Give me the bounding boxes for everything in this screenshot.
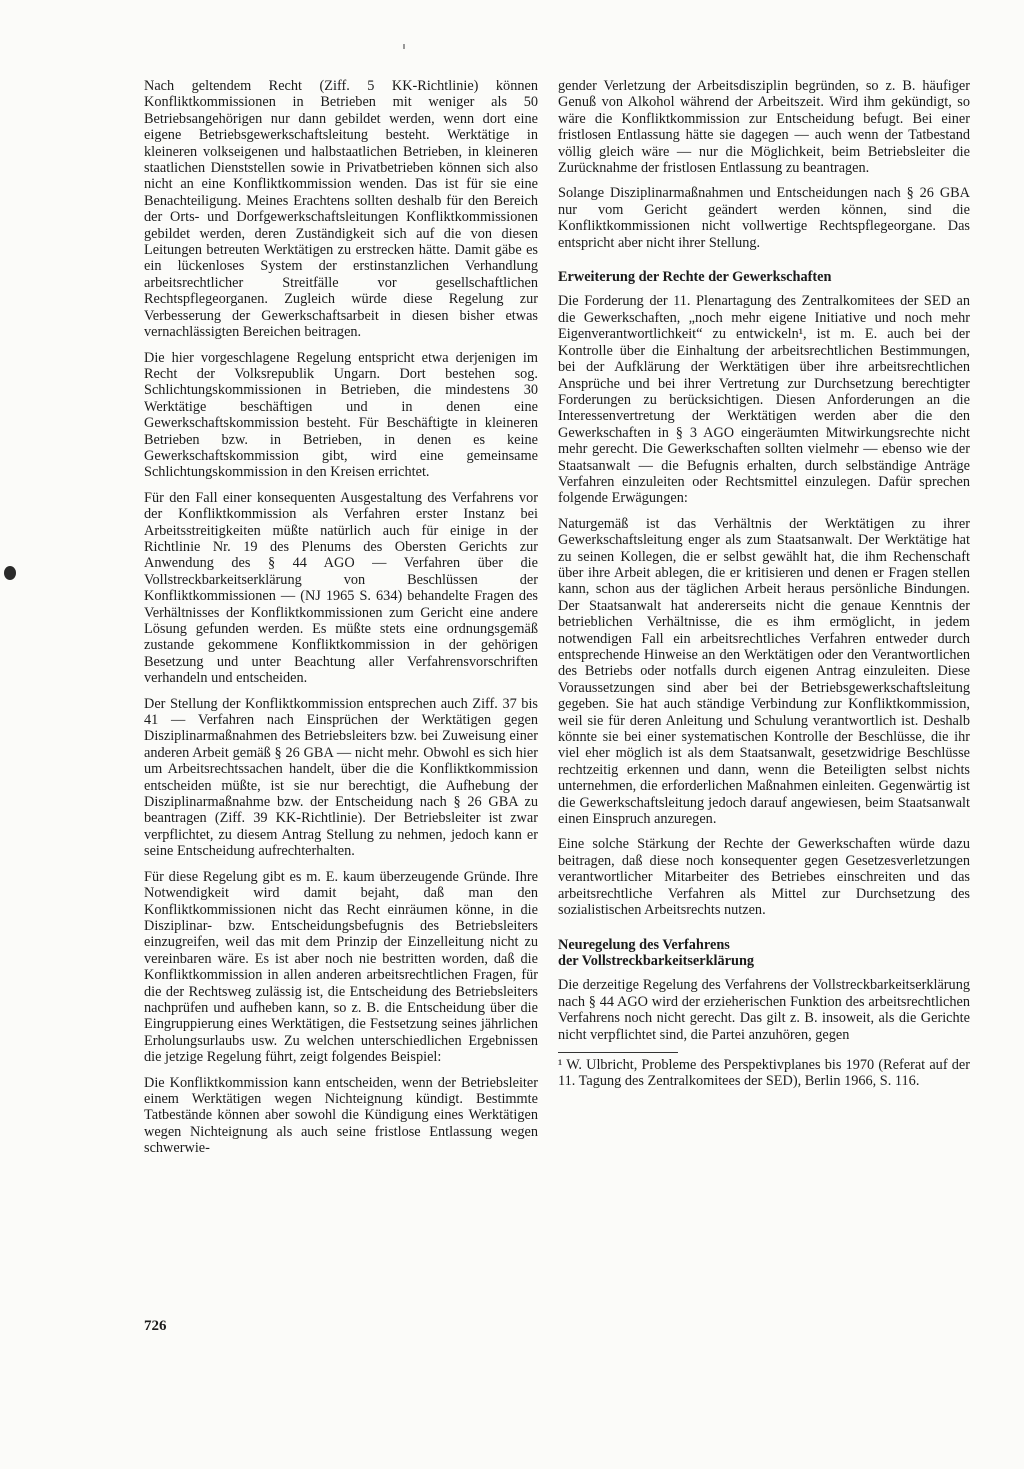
paragraph: Für den Fall einer konsequenten Ausgestaltung des Verfahrens vor der Konfliktkommission als Verfahren erster Instanz bei Arbeitsstreitigkeiten müßte natürlich auch für einige in der Richtlinie Nr. 19 des Plenums des Obersten Gerichts zur Anwendung des § 44 AGO — Verfahren über die Vollstreckbarkeitserklärung von Beschlüssen der Konfliktkommissionen — (NJ 1965 S. 634) behandelte Fragen des Verhältnisses der Konfliktkommissionen zum Gericht eine andere Lösung gefunden werden. Es müßte stets eine ordnungsgemäß zustande gekommene Konfliktkommission in der gehörigen Besetzung und unter Beachtung aller Verfahrensvorschriften verhandeln und entscheiden.: [144, 489, 538, 687]
paragraph: Die Konfliktkommission kann entscheiden, wenn der Betriebsleiter einem Werktätigen wegen Nichteignung kündigt. Bestimmte Tatbestände können aber sowohl die Kündigung eines Werktätigen wegen Nichteignung als auch seine fristlose Entlassung wegen schwerwie-: [144, 1074, 538, 1157]
paragraph: Die Forderung der 11. Plenartagung des Zentralkomitees der SED an die Gewerkschaften, „noch mehr eigene Initiative und noch mehr Eigenverantwortlichkeit“ zu entwickeln¹, ist m. E. auch bei der Kontrolle über die Einhaltung der arbeitsrechtlichen Bestimmungen, bei der Aufklärung der Werktätigen über ihre arbeitsrechtlichen Ansprüche und bei ihrer Vertretung zur Durchsetzung berechtigter Forderungen zu berücksichtigen. Diesen Anforderungen an die Interessenvertretung der Werktätigen werden aber die den Gewerkschaften in § 3 AGO eingeräumten Mitwirkungsrechte nicht mehr gerecht. Die Gewerkschaften sollten vielmehr — ebenso wie der Staatsanwalt — die Befugnis erhalten, durch selbständige Anträge Verfahren einzuleiten oder Rechtsmittel einzulegen. Dafür sprechen folgende Erwägungen:: [558, 293, 970, 507]
section-heading: [558, 937, 970, 970]
section-heading-line: der Vollstreckbarkeitserklärung: [558, 952, 755, 969]
paragraph: Eine solche Stärkung der Rechte der Gewerkschaften würde dazu beitragen, daß diese noch konsequenter gegen Gesetzesverletzungen verantwortlicher Mitarbeiter des Betriebes einschreiten und das arbeitsrechtliche Verfahren als Mittel zur Durchsetzung des sozialistischen Arbeitsrechts nutzen.: [558, 836, 970, 919]
right-column: [558, 78, 970, 1099]
paragraph: Die hier vorgeschlagene Regelung entspricht etwa derjenigen im Recht der Volksrepublik Ungarn. Dort bestehen sog. Schlichtungskommissionen in Betrieben, die mindestens 30 Werktätige beschäftigen und in denen eine Gewerkschaftskommission besteht. Für Beschäftigte in kleineren Betrieben bzw. in Betrieben, in denen es keine Gewerkschaftskommission gibt, wird eine gemeinsame Schlichtungskommission in den Kreisen errichtet.: [144, 349, 538, 481]
footnote-divider: [558, 1052, 678, 1053]
section-heading: Erweiterung der Rechte der Gewerkschaften: [558, 269, 832, 286]
left-column: [144, 78, 538, 1166]
section-heading-line: Neuregelung des Verfahrens: [558, 936, 730, 953]
paragraph: Der Stellung der Konfliktkommission entsprechen auch Ziff. 37 bis 41 — Verfahren nach Einsprüchen der Werktätigen gegen Disziplinarmaßnahmen des Betriebsleiters bzw. bei Zuweisung einer anderen Arbeit gemäß § 26 GBA — nicht mehr. Obwohl es sich hier um Arbeitsrechtssachen handelt, über die die Konfliktkommission entscheiden müßte, ist sie nur berechtigt, die Aufhebung der Disziplinarmaßnahme bzw. der Entscheidung nach § 26 GBA zu beantragen (Ziff. 39 KK-Richtlinie). Der Betriebsleiter ist zwar verpflichtet, zu diesem Antrag Stellung zu nehmen, jedoch kann er seine Entscheidung aufrechterhalten.: [144, 695, 538, 860]
page-number: 726: [144, 1318, 167, 1334]
paragraph: Naturgemäß ist das Verhältnis der Werktätigen zu ihrer Gewerkschaftsleitung enger als zum Staatsanwalt. Der Werktätige hat zu seinen Kollegen, die er selbst gewählt hat, die ihm Rechenschaft über ihre Arbeit ablegen, die er kritisieren und denen er Fragen stellen kann, schon aus der täglichen Arbeit heraus persönliche Bindungen. Der Staatsanwalt hat andererseits nicht die genaue Kenntnis der betrieblichen Verhältnisse, die es ihm ermöglicht, in jedem notwendigen Fall ein arbeitsrechtliches Verfahren entweder durch entsprechende Hinweise an den Werktätigen oder den Verantwortlichen des Betriebs oder notfalls durch eigenen Antrag einzuleiten. Diese Voraussetzungen sind aber bei der Betriebsgewerkschaftsleitung gegeben. Sie hat auch ständige Verbindung zur Konfliktkommission, weil sie für deren Anleitung und Schulung verantwortlich ist. Deshalb könnte sie bei einer systematischen Kontrolle der Beschlüsse, die ihr viel eher möglich ist als dem Staatsanwalt, gesetzwidrige Beschlüsse rechtzeitig erkennen und dann, wenn die Beteiligten selbst nichts unternehmen, die erforderlichen Maßnahmen einleiten. Gegenwärtig ist die Gewerkschaftsleitung jedoch darauf angewiesen, beim Staatsanwalt einen Einspruch anzuregen.: [558, 515, 970, 828]
paragraph: Die derzeitige Regelung des Verfahrens der Vollstreckbarkeitserklärung nach § 44 AGO wird der erzieherischen Funktion des arbeitsrechtlichen Verfahrens noch nicht gerecht. Das gilt z. B. insoweit, als die Gerichte nicht verpflichtet sind, die Partei anzuhören, gegen: [558, 977, 970, 1043]
punch-hole-mark: [4, 566, 16, 580]
paragraph: Nach geltendem Recht (Ziff. 5 KK-Richtlinie) können Konfliktkommissionen in Betrieben mit weniger als 50 Betriebsangehörigen nur dann gebildet werden, wenn dort eine eigene Betriebsgewerkschaftsleitung besteht. Werktätige in kleineren volkseigenen und halbstaatlichen Betrieben, in kleineren staatlichen Dienststellen sowie in Privatbetrieben können sich also nicht an eine Konfliktkommission wenden. Das ist für sie eine Benachteiligung. Meines Erachtens sollten deshalb für den Bereich der Orts- und Dorfgewerkschaftsleitungen Konfliktkommissionen gebildet werden, deren Zuständigkeit sich auf die von diesen Leitungen betreuten Werktätigen zu erstrecken hätte. Damit gäbe es ein lückenloses System der erstinstanzlichen Verhandlung arbeitsrechtlicher Streitfälle vor gesellschaftlichen Rechtspflegeorganen. Zugleich würde diese Regelung zur Verbesserung der Gewerkschaftsarbeit in diesen bisher etwas vernachlässigten Bereichen beitragen.: [144, 78, 538, 341]
scan-speck: [403, 44, 405, 49]
paragraph: gender Verletzung der Arbeitsdisziplin begründen, so z. B. häufiger Genuß von Alkohol während der Arbeitszeit. Wird ihm gekündigt, so wäre die Konfliktkommission zur Entscheidung befugt. Bei einer fristlosen Entlassung hätte sie dagegen — auch wenn der Tatbestand völlig gleich wäre — nur die Möglichkeit, beim Betriebsleiter die Zurücknahme der fristlosen Entlassung zu beantragen.: [558, 78, 970, 177]
footnote: ¹ W. Ulbricht, Probleme des Perspektivplanes bis 1970 (Referat auf der 11. Tagung des Zentralkomitees der SED), Berlin 1966, S. 116.: [558, 1056, 970, 1090]
paragraph: Für diese Regelung gibt es m. E. kaum überzeugende Gründe. Ihre Notwendigkeit wird damit bejaht, daß man den Konfliktkommissionen nicht das Recht einräumen könne, in die Disziplinar- bzw. Entscheidungsbefugnis des Betriebsleiters einzugreifen, weil das mit dem Prinzip der Einzelleitung nicht zu vereinbaren wäre. Es ist aber noch nie bestritten worden, daß die Konfliktkommission in allen anderen arbeitsrechtlichen Fragen, für die der Rechtsweg zulässig ist, die Entscheidung des Betriebsleiters nachprüfen und aufheben kann, so z. B. die Entscheidung über die Eingruppierung eines Werktätigen, die Festsetzung seines jährlichen Erholungsurlaubs usw. Zu welchen unterschiedlichen Ergebnissen die jetzige Regelung führt, zeigt folgendes Beispiel:: [144, 868, 538, 1066]
paragraph: Solange Disziplinarmaßnahmen und Entscheidungen nach § 26 GBA nur vom Gericht geändert werden können, sind die Konfliktkommissionen nicht vollwertige Rechtspflegeorgane. Das entspricht aber nicht ihrer Stellung.: [558, 185, 970, 251]
